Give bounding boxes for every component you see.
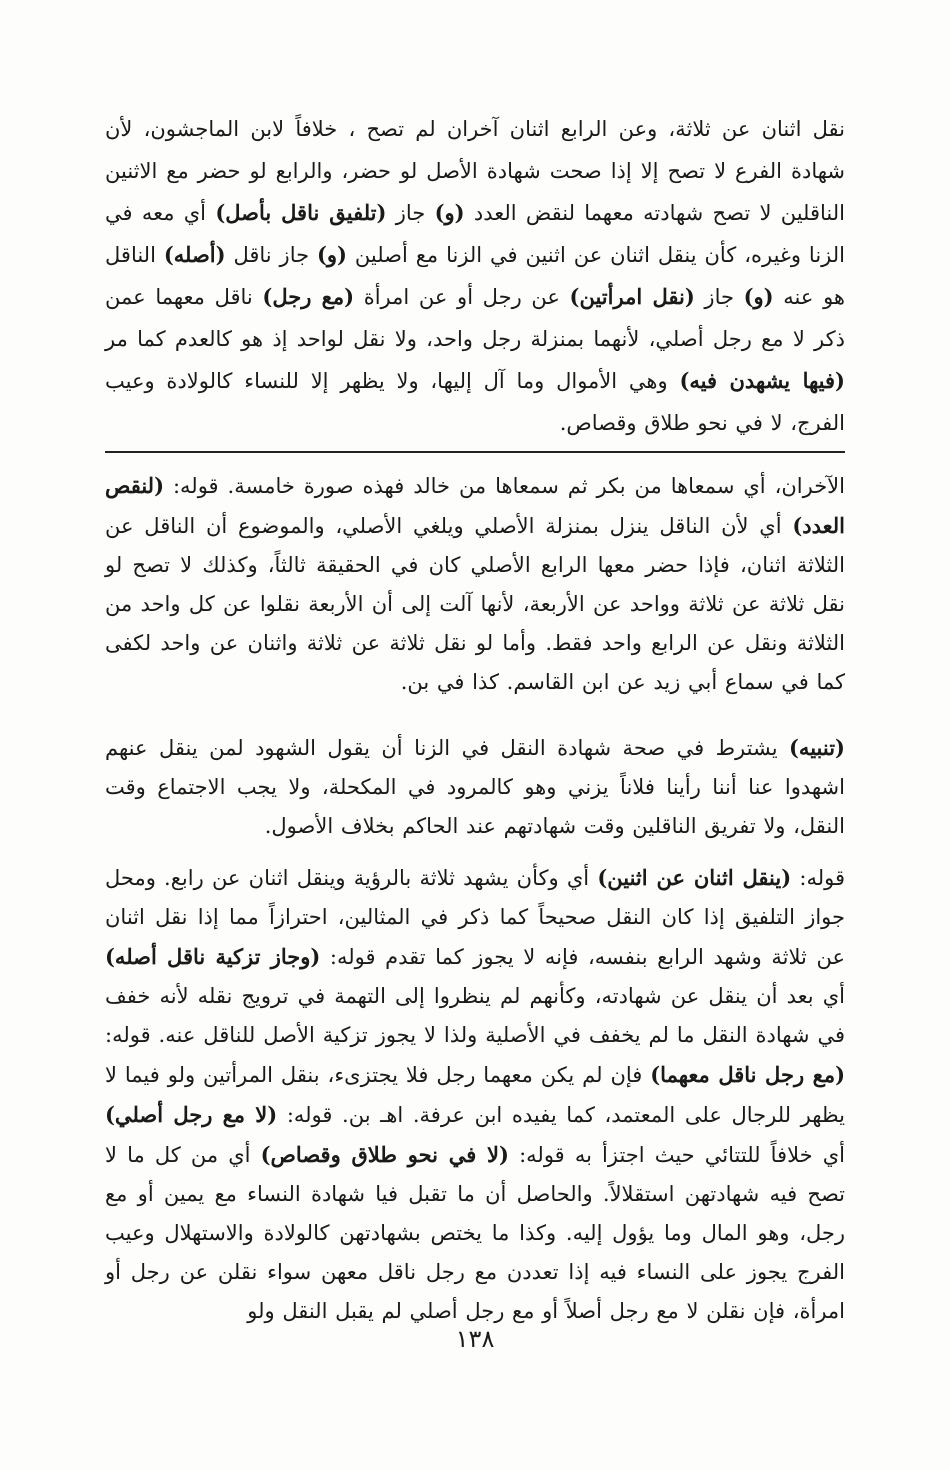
footnote-2: (تنبيه) يشترط في صحة شهادة النقل في الزنا أن يقول الشهود لمن ينقل عنهم اشهدوا عنا أننا رأينا فلاناً يزني وهو كالمرود في المكحلة، ولا يجب الاجتماع وقت النقل، ولا تفريق الناقلين وقت شهادتهم عند الحاكم بخلاف الأصول.	[105, 735, 845, 838]
page-number: ١٣٨	[455, 1325, 495, 1353]
footnote-divider	[105, 451, 845, 453]
main-text	[105, 108, 845, 444]
footnote-3: قوله: (ينقل اثنان عن اثنين) أي وكأن يشهد ثلاثة بالرؤية وينقل اثنان عن رابع. ومحل جواز التلفيق إذا كان النقل صحيحاً كما ذكر في المثالين، احترازاً مما إذا نقل اثنان عن ثلاثة وشهد الرابع بنفسه، فإنه لا يجوز كما تقدم قوله: (وجاز تزكية ناقل أصله) أي بعد أن ينقل عن شهادته، وكأنهم لم ينظروا إلى التهمة في ترويج نقله لأنه خفف في شهادة النقل ما لم يخفف في الأصلية ولذا لا يجوز تزكية الأصل للناقل عنه. قوله: (مع رجل ناقل معهما) فإن لم يكن معهما رجل فلا يجتزىء، بنقل المرأتين ولو فيما لا يظهر للرجال على المعتمد، كما يفيده ابن عرفة. اهـ بن. قوله: (لا مع رجل أصلي) أي خلافاً للتتائي حيث اجتزأ به قوله: (لا في نحو طلاق وقصاص) أي من كل ما لا تصح فيه شهادتهن استقلالاً. والحاصل أن ما تقبل فيا شهادة النساء مع يمين أو مع رجل، وهو المال وما يؤول إليه. وكذا ما يختص بشهادتهن كالولادة والاستهلال وعيب الفرج يجوز على النساء فيه إذا تعددن مع رجل ناقل معهن سواء نقلن عن رجل أو امرأة، فإن نقلن لا مع رجل أصلاً أو مع رجل أصلي لم يقبل النقل ولو	[105, 865, 846, 1323]
main-paragraph: نقل اثنان عن ثلاثة، وعن الرابع اثنان آخران لم تصح ، خلافاً لابن الماجشون، لأن شهادة الفرع لا تصح إلا إذا صحت شهادة الأصل لو حضر، والرابع لو حضر مع الاثنين الناقلين لا تصح شهادته معهما لنقض العدد (و) جاز (تلفيق ناقل بأصل) أي معه في الزنا وغيره، كأن ينقل اثنان عن اثنين في الزنا مع أصلين (و) جاز ناقل (أصله) الناقل هو عنه (و) جاز (نقل امرأتين) عن رجل أو عن امرأة (مع رجل) ناقل معهما عمن ذكر لا مع رجل أصلي، لأنهما بمنزلة رجل واحد، ولا نقل لواحد إذ هو كالعدم كما مر (فيها يشهدن فيه) وهي الأموال وما آل إليها، ولا يظهر إلا للنساء كالولادة وعيب الفرج، لا في نحو طلاق وقصاص.	[105, 117, 845, 435]
footnote-1: الآخران، أي سمعاها من بكر ثم سمعاها من خالد فهذه صورة خامسة. قوله: (لنقص العدد) أي لأن الناقل ينزل بمنزلة الأصلي ويلغي الأصلي، والموضوع أن الناقل عن الثلاثة اثنان، فإذا حضر معها الرابع الأصلي كان في الحقيقة ثالثاً، وكذلك لا تصح لو نقل ثلاثة عن ثلاثة وواحد عن الأربعة، لأنها آلت إلى أن الأربعة نقلوا عن كل واحد من الثلاثة ونقل عن الرابع واحد فقط. وأما لو نقل ثلاثة عن ثلاثة واثنان عن واحد لكفى كما في سماع أبي زيد عن ابن القاسم. كذا في بن.	[105, 473, 845, 694]
